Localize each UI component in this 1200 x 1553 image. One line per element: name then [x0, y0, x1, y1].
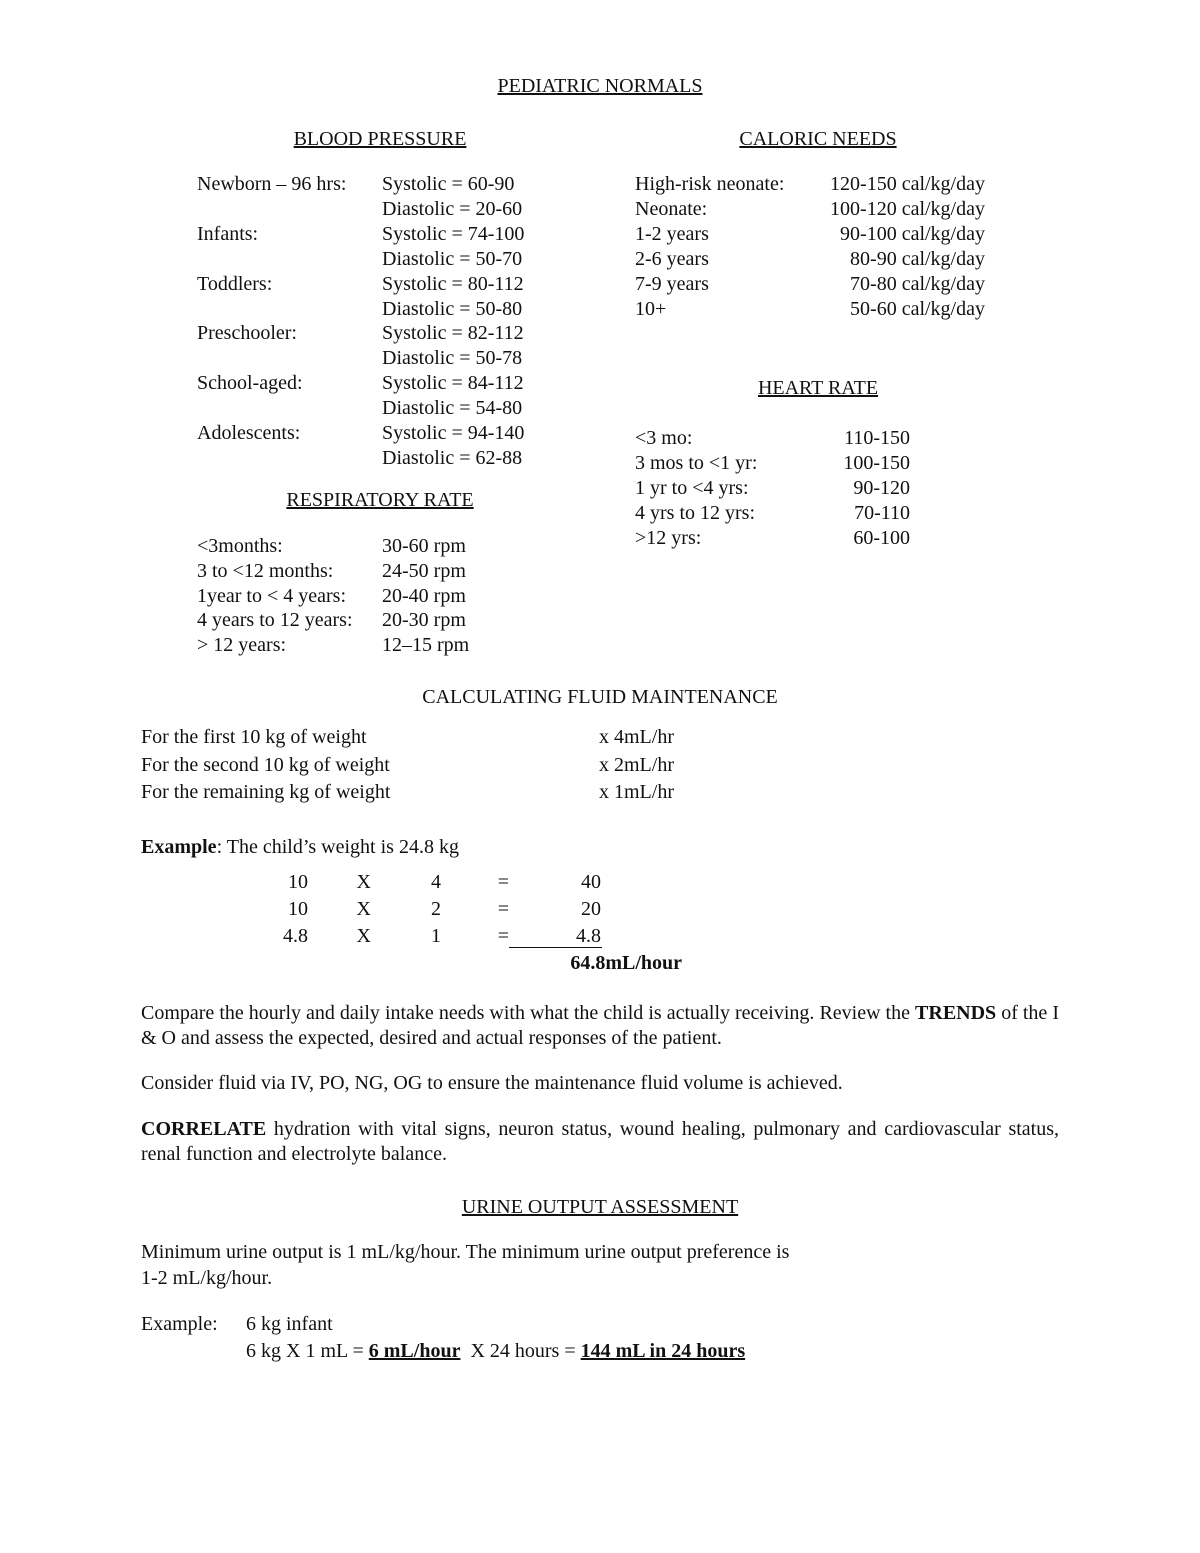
calc-cell-b: 2 [431, 898, 441, 920]
row-value: 90-120 [853, 476, 910, 499]
row-value: x 2mL/hr [599, 753, 674, 776]
row-value: x 1mL/hr [599, 781, 674, 803]
calc-cell-eq: = [497, 898, 509, 920]
row-value: Systolic = 80-112 [382, 272, 524, 295]
row-label: 4 years to 12 years: [197, 609, 353, 632]
urine-calc-mid: X 24 hours = [460, 1340, 581, 1362]
row-value: Diastolic = 50-70 [382, 247, 523, 270]
calc-cell-eq: = [497, 871, 509, 893]
row-value: Diastolic = 50-78 [382, 347, 523, 370]
paragraph-consider: Consider fluid via IV, PO, NG, OG to ensure the maintenance fluid volume is achieved. [141, 1072, 843, 1094]
row-value: 70-80 cal/kg/day [850, 272, 985, 295]
calc-cell-eq: = [497, 925, 509, 947]
urine-line-1: Minimum urine output is 1 mL/kg/hour. The minimum urine output preference is [141, 1241, 790, 1263]
row-value: 90-100 cal/kg/day [840, 222, 985, 245]
row-value: 12–15 rpm [382, 634, 470, 657]
heart-rate-heading: HEART RATE [757, 377, 879, 399]
row-value: Systolic = 74-100 [382, 222, 525, 245]
calc-cell-r: 40 [581, 871, 601, 893]
fluid-total: 64.8mL/hour [570, 952, 682, 974]
calc-cell-b: 1 [431, 925, 441, 947]
row-value: 20-30 rpm [382, 609, 466, 632]
row-value: Systolic = 84-112 [382, 372, 524, 395]
row-label: For the first 10 kg of weight [141, 726, 367, 748]
blood-pressure-heading: BLOOD PRESSURE [293, 128, 467, 150]
row-label: 10+ [635, 297, 667, 320]
row-value: Systolic = 94-140 [382, 422, 525, 444]
paragraph-compare [141, 1001, 1059, 1051]
calc-cell-a: 4.8 [283, 925, 308, 947]
row-value: Diastolic = 50-80 [382, 297, 523, 320]
row-label: 4 yrs to 12 yrs: [635, 501, 755, 524]
row-label: Adolescents: [197, 422, 301, 444]
fluid-example-text: : The child’s weight is 24.8 kg [216, 836, 459, 858]
row-value: Systolic = 60-90 [382, 173, 515, 195]
urine-example-value: 6 kg infant [246, 1313, 333, 1335]
paragraph-compare-b: of the I & O and assess the expected, desired and actual responses of the patient. [141, 1002, 1059, 1049]
row-value: x 4mL/hr [599, 726, 674, 748]
calc-cell-r: 20 [581, 898, 601, 920]
row-label: Newborn – 96 hrs: [197, 173, 347, 195]
row-value: 20-40 rpm [382, 584, 466, 607]
row-label: >12 yrs: [635, 526, 702, 549]
row-value: 30-60 rpm [382, 535, 466, 557]
row-value: 50-60 cal/kg/day [850, 297, 985, 320]
row-label: 2-6 years [635, 247, 709, 270]
row-label: <3 mo: [635, 427, 693, 449]
paragraph-compare-a: Compare the hourly and daily intake needs with what the child is actually receiving. Review the [141, 1002, 916, 1024]
row-label: School-aged: [197, 372, 303, 395]
row-value: 120-150 cal/kg/day [830, 173, 985, 195]
row-label: 1year to < 4 years: [197, 584, 347, 607]
calc-cell-op: X [356, 898, 371, 920]
urine-output-heading: URINE OUTPUT ASSESSMENT [461, 1196, 739, 1218]
sum-underline [509, 947, 602, 948]
urine-calc-hour: 6 mL/hour [368, 1340, 461, 1362]
urine-calc-prefix: 6 kg X 1 mL = [246, 1340, 369, 1362]
fluid-example-label: Example [141, 836, 217, 858]
calc-cell-b: 4 [431, 871, 441, 893]
calc-cell-op: X [356, 871, 371, 893]
row-label: For the remaining kg of weight [141, 781, 391, 803]
calc-cell-a: 10 [288, 871, 308, 893]
urine-calculation [246, 1339, 745, 1363]
paragraph-correlate-text: hydration with vital signs, neuron status, wound healing, pulmonary and cardiovascular status, renal function and electrolyte balance. [141, 1118, 1059, 1165]
calc-cell-a: 10 [288, 898, 308, 920]
row-value: 70-110 [854, 501, 910, 524]
row-label: Neonate: [635, 197, 708, 220]
fluid-maintenance-heading: CALCULATING FLUID MAINTENANCE [422, 686, 778, 708]
row-value: 24-50 rpm [382, 559, 466, 582]
row-label: 3 mos to <1 yr: [635, 451, 758, 474]
row-label: 1 yr to <4 yrs: [635, 476, 749, 499]
row-label: Infants: [197, 222, 259, 245]
row-label: 1-2 years [635, 222, 709, 245]
fluid-example [141, 835, 459, 859]
row-label: For the second 10 kg of weight [141, 753, 390, 776]
row-label: > 12 years: [197, 634, 287, 657]
respiratory-rate-heading: RESPIRATORY RATE [286, 489, 474, 511]
page-title: PEDIATRIC NORMALS [497, 75, 703, 97]
row-label: High-risk neonate: [635, 173, 785, 195]
correlate-bold: CORRELATE [141, 1118, 267, 1140]
row-value: 100-120 cal/kg/day [830, 197, 985, 220]
row-value: Systolic = 82-112 [382, 322, 524, 345]
row-value: 60-100 [853, 526, 910, 549]
row-label: Preschooler: [197, 322, 297, 345]
row-value: Diastolic = 62-88 [382, 446, 523, 469]
caloric-needs-heading: CALORIC NEEDS [739, 128, 897, 150]
row-value: 110-150 [844, 427, 910, 449]
row-value: Diastolic = 20-60 [382, 197, 523, 220]
urine-calc-day: 144 mL in 24 hours [580, 1340, 746, 1362]
row-label: 3 to <12 months: [197, 559, 334, 582]
row-value: Diastolic = 54-80 [382, 397, 523, 420]
urine-example-label: Example: [141, 1313, 218, 1335]
row-label: 7-9 years [635, 272, 709, 295]
row-value: 100-150 [843, 451, 910, 474]
paragraph-correlate [141, 1117, 1059, 1167]
row-label: Toddlers: [197, 272, 273, 295]
calc-cell-op: X [356, 925, 371, 947]
row-label: <3months: [197, 535, 283, 557]
row-value: 80-90 cal/kg/day [850, 247, 985, 270]
urine-line-2: 1-2 mL/kg/hour. [141, 1267, 273, 1289]
trends-bold: TRENDS [915, 1002, 997, 1024]
calc-cell-r: 4.8 [576, 925, 601, 947]
